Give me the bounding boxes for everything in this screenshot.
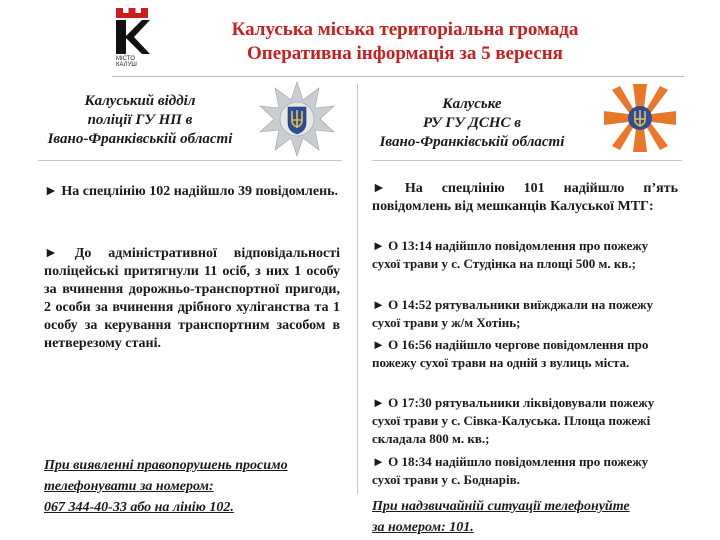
police-contact-info: При виявленні правопорушень просимо телефонувати за номером: 067 344-40-33 або на лінію 102. xyxy=(44,458,288,515)
dsns-cross-emblem-icon xyxy=(600,82,680,154)
page-title xyxy=(170,18,640,66)
police-org-name: Калуський відділ поліції ГУ НП в Івано-Франківській області xyxy=(47,93,233,147)
police-offenses-summary: ► До адміністративної відповідальності поліцейські притягнули 11 осіб, з них 1 особу за вчинення дорожньо-транспортної пригоди, 2 особи за вчинення дрібного хуліганства та 1 особу за керування транспортним засобом в нетверезому стані. xyxy=(44,246,340,351)
dsns-event-item: ► О 13:14 надійшло повідомлення про пожежу сухої трави у с. Студінка на площі 500 м. кв.; xyxy=(372,238,649,271)
title-line-date: Оперативна інформація за 5 вересня xyxy=(247,43,563,64)
dsns-header-divider xyxy=(372,160,682,161)
title-line-community: Калуська міська територіальна громада xyxy=(231,19,579,40)
header-divider xyxy=(112,76,684,77)
logo-caption: МІСТО КАЛУШ xyxy=(116,56,137,68)
police-header-divider xyxy=(38,160,342,161)
dsns-event-item: ► О 14:52 рятувальники виїжджали на пожежу сухої трави у ж/м Хотінь; xyxy=(372,297,654,330)
dsns-event-item: ► О 16:56 надійшло чергове повідомлення про пожежу сухої трави на одній з вулиць міста. xyxy=(372,337,649,370)
dsns-event-item: ► О 17:30 рятувальники ліквідовували пожежу сухої трави у с. Сівка-Калуська. Площа пожежі складала 800 м. кв.; xyxy=(372,395,655,446)
dsns-calls-summary: ► На спецлінію 101 надійшло п’ять повідомлень від мешканців Калуської МТГ: xyxy=(372,181,678,214)
police-calls-summary: ► На спецлінію 102 надійшло 39 повідомлень. xyxy=(44,184,339,199)
police-star-emblem-icon xyxy=(257,80,337,158)
dsns-event-item: ► О 18:34 надійшло повідомлення про пожежу сухої трави у с. Боднарів. xyxy=(372,454,649,487)
dsns-org-name: Калуське РУ ГУ ДСНС в Івано-Франківській області xyxy=(379,96,565,150)
dsns-contact-info: При надзвичайній ситуації телефонуйте за номером: 101. xyxy=(372,499,630,535)
column-divider xyxy=(357,84,358,494)
